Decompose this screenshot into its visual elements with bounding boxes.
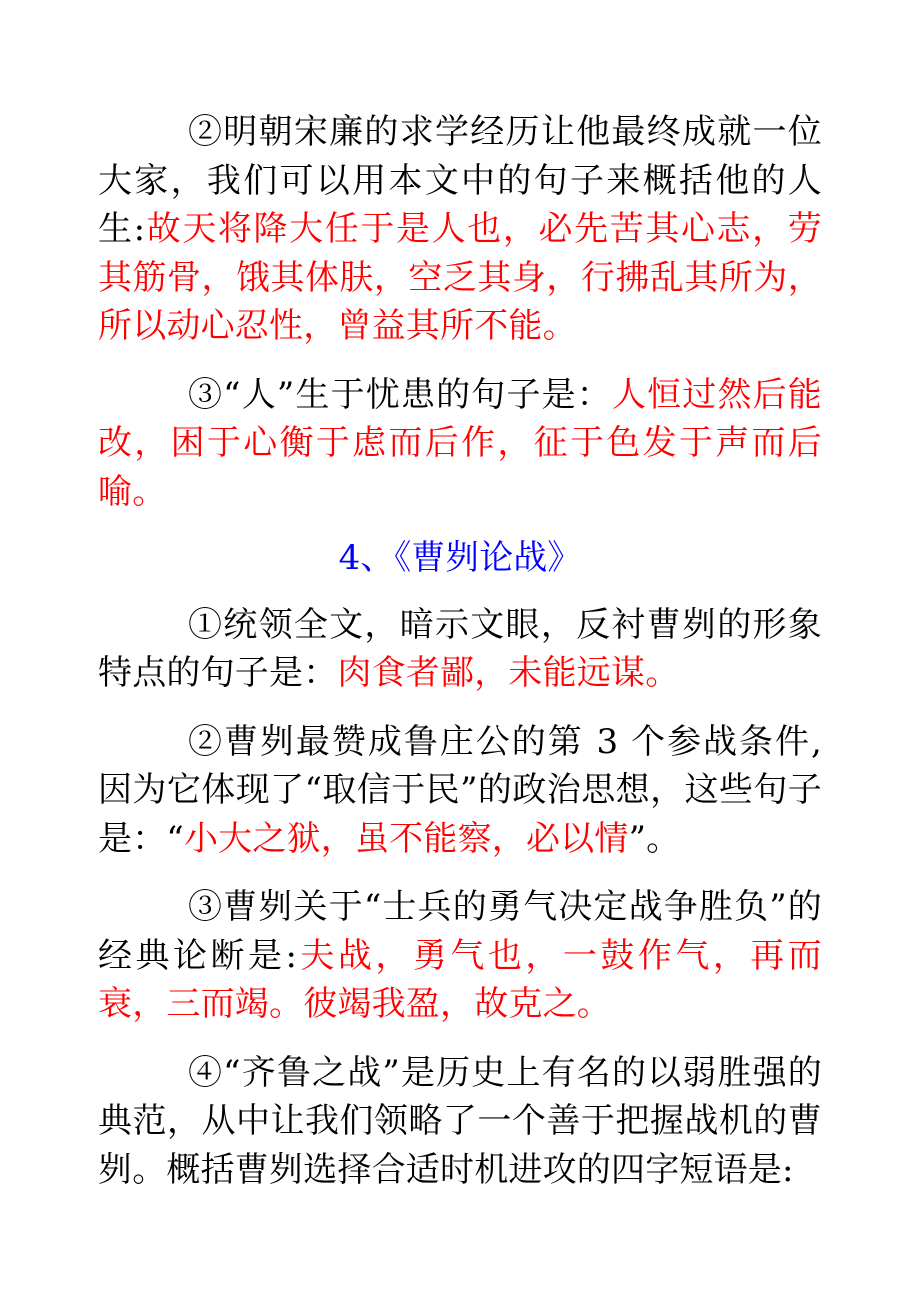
paragraph-timing-phrase bbox=[98, 1049, 822, 1195]
paragraph-third-condition bbox=[98, 718, 822, 864]
answer-text: 夫战，勇气也，一鼓作气，再而衰，三而竭。彼竭我盈，故克之。 bbox=[98, 935, 822, 1024]
question-text: ②曹刿最赞成鲁庄公的第 3 个参战条件,因为它体现了“取信于民”的政治思想，这些句子是：“ bbox=[98, 721, 822, 859]
question-text: ③“人”生于忧患的句子是： bbox=[188, 374, 612, 415]
section-heading: 4、《曹刿论战》 bbox=[338, 538, 582, 578]
answer-text: 故天将降大任于是人也，必先苦其心志，劳其筋骨，饿其体肤，空乏其身，行拂乱其所为，所以动心忍性，曾益其所不能。 bbox=[98, 209, 822, 346]
question-text: ③曹刿关于“士兵的勇气决定战争胜负”的经典论断是: bbox=[98, 887, 822, 976]
paragraph-theme-sentence bbox=[98, 601, 822, 698]
question-text: ④“齐鲁之战”是历史上有名的以弱胜强的典范，从中让我们领略了一个善于把握战机的曹刿。概括曹刿选择合适时机进攻的四字短语是: bbox=[98, 1052, 822, 1190]
paragraph-song-lian bbox=[98, 108, 822, 351]
paragraph-courage-argument bbox=[98, 883, 822, 1029]
question-text: ②明朝宋廉的求学经历让他最终成就一位大家，我们可以用本文中的句子来概括他的人生: bbox=[98, 112, 822, 249]
document-page bbox=[98, 108, 822, 1194]
question-suffix: ”。 bbox=[628, 818, 681, 859]
paragraph-born-of-adversity bbox=[98, 371, 822, 517]
question-text: ①统领全文，暗示文眼，反衬曹刿的形象特点的句子是： bbox=[98, 604, 822, 693]
answer-text: 肉食者鄙，未能远谋。 bbox=[337, 653, 680, 693]
answer-text: 人恒过然后能改，困于心衡于虑而后作，征于色发于声而后喻。 bbox=[98, 374, 822, 512]
answer-text: 小大之狱，虽不能察，必以情 bbox=[183, 818, 629, 859]
